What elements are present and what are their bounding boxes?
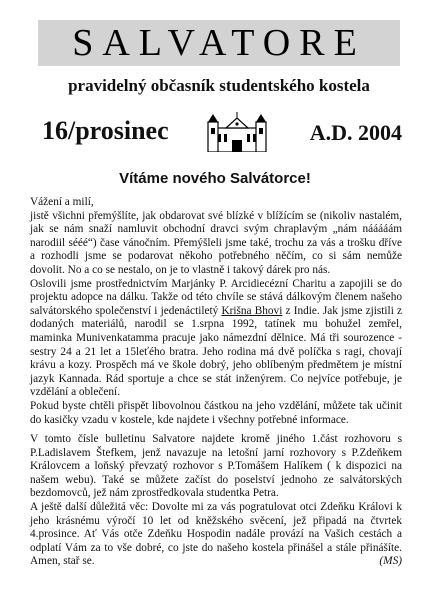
paragraph-donation: Pokud byste chtěli přispět libovolnou částkou na jeho vzdělání, můžete tak učinit do kasičky vzadu v kostele, kde najdete i všechny potřebné informace. (30, 399, 402, 426)
child-name: Krišna Bhovi (221, 304, 283, 317)
masthead-subtitle: pravidelný občasník studentského kostela (68, 76, 370, 95)
paragraph-intro: jistě všichni přemýšlíte, jak obdarovat své blízké v blížícím se (nikoliv nastalém, jak se nám snaží namluvit obchodní dravci svým chraplavým „nám nááááám narodiil sééé“) čase vánočním. Přemýšleli jsme také, trochu za vás a trošku dříve a rozhodli jsme se podarovat někoho potřebného něčím, co si sám nemůže dovolit. No a co se nestalo, on je to vlastně i takový dárek pro nás. (30, 209, 402, 276)
paragraph-adoption: Oslovili jsme prostřednictvím Marjánky P. Arcidiecézní Charitu a zapojili se do projektu adopce na dálku. Takže od této chvíle se stává dálkovým členem našeho salvátorského společenství i jedenáctiletý Krišna Bhovi z Indie. Jak jsme zjistili z dodaných materiálů, narodil se 1.srpna 1992, tatínek mu bohužel zemřel, maminka Munivenkatamma pracuje jako námezdní dělnice. Má tři sourozence - sestry 24 a 21 let a 15leťého bratra. Jeho rodina má dvě políčka s ragi, chovají krávu a kozy. Prospěch má ve škole dobrý, jeho oblíbeným předmětem je místní jazyk Kannada. Rád sportuje a chce se stát inženýrem. Co nejvíce potřebuje, je vzdělání a oblečení. (30, 277, 403, 399)
issue-year: A.D. 2004 (309, 120, 402, 145)
paragraph-congratulation: A ještě další důležitá věc: Dovolte mi za vás pogratulovat otci Zdeňku Královi k jeho krásnému výročí 10 let od kněžského svěcení, jež připadá na čtvrtek 4.prosince. Ať Vás otče Zdeňku Hospodin nadále provází na Vašich cestách a odplatí Vám za to vše dobré, co jste do našeho kostela přinášel a stále přinášíte. Amen, stař se. (MS) (30, 501, 402, 568)
masthead-title: SALVATORE (72, 22, 366, 64)
article-body (30, 196, 402, 569)
paragraph-contents: V tomto čísle bulletinu Salvatore najdete kromě jiného 1.část rozhovoru s P.Ladislavem Štefkem, jenž navazuje na letošní jarní rozhovory s P.Zdeňkem Královcem a loňský převzatý rozhovor s P.Tomášem Halíkem ( k dispozici na našem webu). Také se můžete začíst do poselství jednoho ze salvátorských bezdomovců, jež nám zprostředkovala studentka Petra. (30, 433, 402, 500)
church-illustration (206, 112, 268, 152)
issue-row (30, 112, 402, 152)
issue-number: 16/prosinec (42, 116, 169, 145)
signature: (MS) (379, 555, 402, 568)
article-headline: Vítáme nového Salvátorce! (119, 170, 311, 187)
greeting: Vážení a milí, (30, 196, 94, 208)
